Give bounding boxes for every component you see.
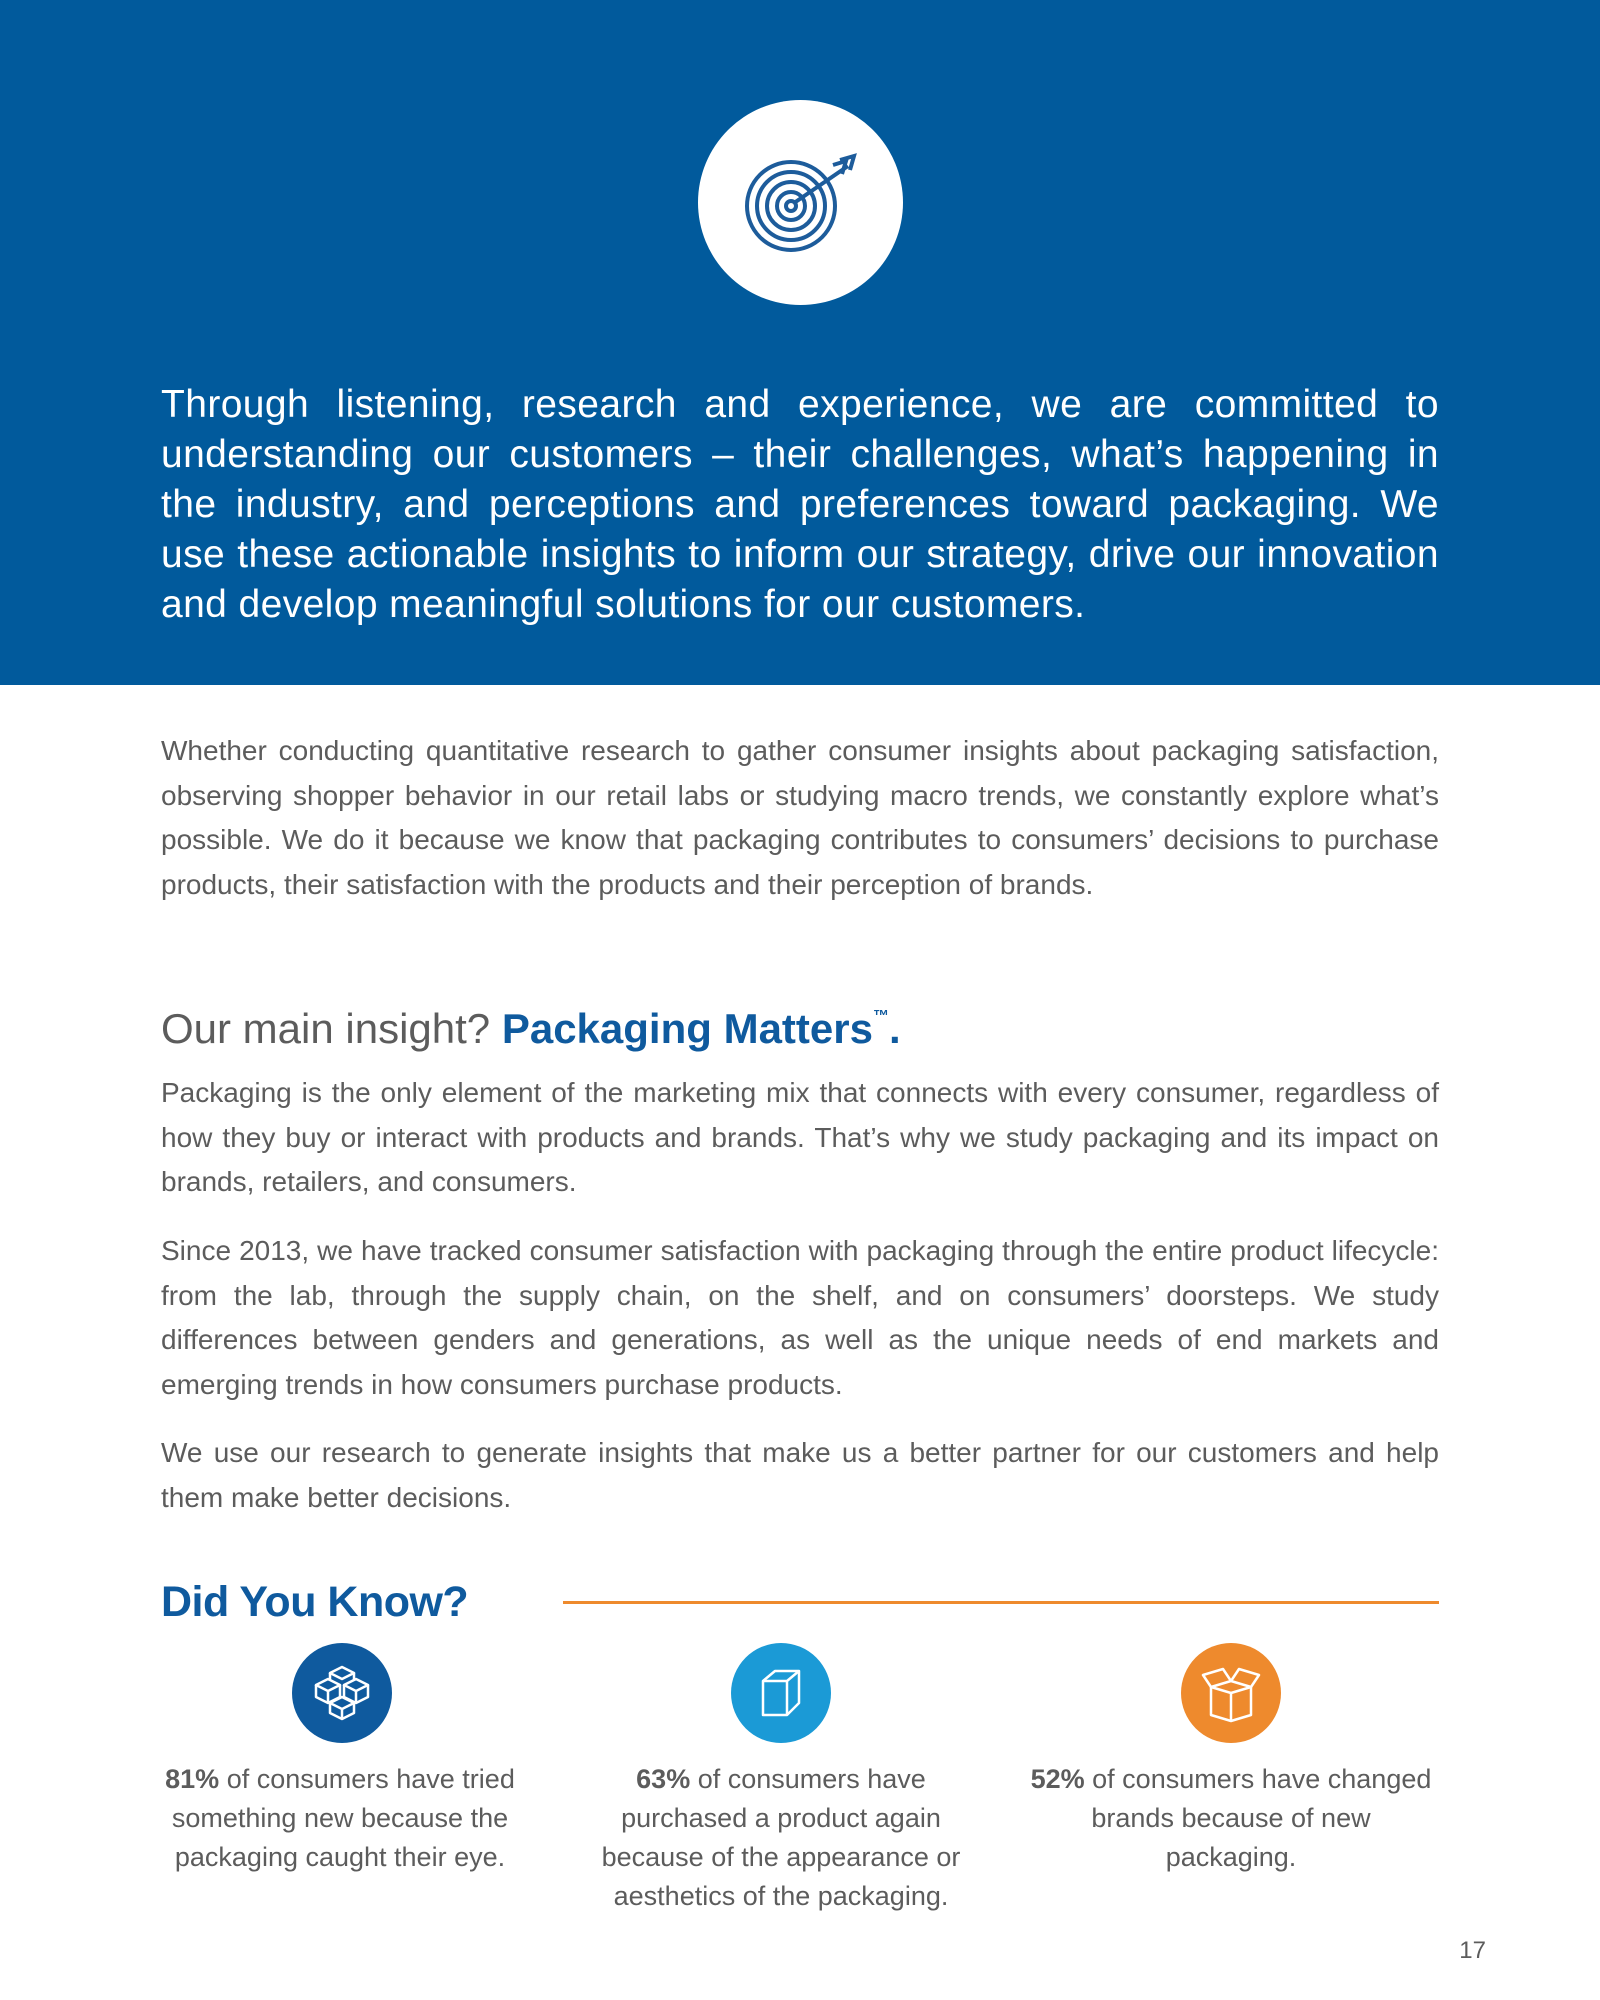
stat-icon-badge: [731, 1643, 831, 1743]
insight-prefix: Our main insight?: [161, 1005, 502, 1052]
insight-highlight: Packaging Matters: [501, 1005, 873, 1052]
hero-icon-badge: [698, 100, 903, 305]
stat-text: [140, 1760, 540, 1877]
body-paragraph: We use our research to generate insights that make us a better partner for our customers and help them make better decisions.: [161, 1437, 1439, 1513]
insight-suffix: .: [888, 1005, 901, 1052]
stat-icon-badge: [292, 1643, 392, 1743]
stat-percent: 81%: [165, 1764, 220, 1794]
stat-text: [1026, 1760, 1436, 1877]
page-number: 17: [1459, 1937, 1486, 1964]
stat-percent: 63%: [636, 1764, 691, 1794]
stat-percent: 52%: [1030, 1764, 1085, 1794]
stat-description: of consumers have changed brands because of new packaging.: [1084, 1764, 1432, 1872]
stacked-boxes-icon: [310, 1665, 374, 1721]
section-divider: [563, 1601, 1439, 1604]
hero-statement: Through listening, research and experience, we are committed to understanding our customers – their challenges, what’s happening in the industry, and perceptions and preferences toward packaging. We use these actionable insights to inform our strategy, drive our innovation and develop meaningful solutions for our customers.: [161, 383, 1439, 626]
stat-icon-badge: [1181, 1643, 1281, 1743]
open-box-icon: [1199, 1663, 1263, 1723]
body-paragraph: Since 2013, we have tracked consumer satisfaction with packaging through the entire product lifecycle: from the lab, through the supply chain, on the shelf, and on consumers’ doorsteps. We study differences between genders and generations, as well as the unique needs of end markets and emerging trends in how consumers purchase products.: [161, 1235, 1439, 1400]
box-icon: [757, 1667, 805, 1719]
stat-text: [590, 1760, 972, 1916]
stat-description: of consumers have purchased a product again because of the appearance or aesthetics of the packaging.: [601, 1764, 961, 1911]
did-you-know-heading: Did You Know?: [161, 1578, 469, 1626]
trademark-symbol: ™: [872, 1008, 889, 1025]
stat-description: of consumers have tried something new because the packaging caught their eye.: [171, 1764, 515, 1872]
main-insight-heading: [161, 990, 901, 1056]
body-paragraph: Packaging is the only element of the marketing mix that connects with every consumer, regardless of how they buy or interact with products and brands. That’s why we study packaging and its impact on brands, retailers, and consumers.: [161, 1077, 1439, 1197]
hero-banner: [0, 0, 1600, 685]
intro-paragraph: Whether conducting quantitative research to gather consumer insights about packaging satisfaction, observing shopper behavior in our retail labs or studying macro trends, we constantly explore what’s possible. We do it because we know that packaging contributes to consumers’ decisions to purchase products, their satisfaction with the products and their perception of brands.: [161, 735, 1439, 900]
target-icon: [736, 148, 866, 258]
